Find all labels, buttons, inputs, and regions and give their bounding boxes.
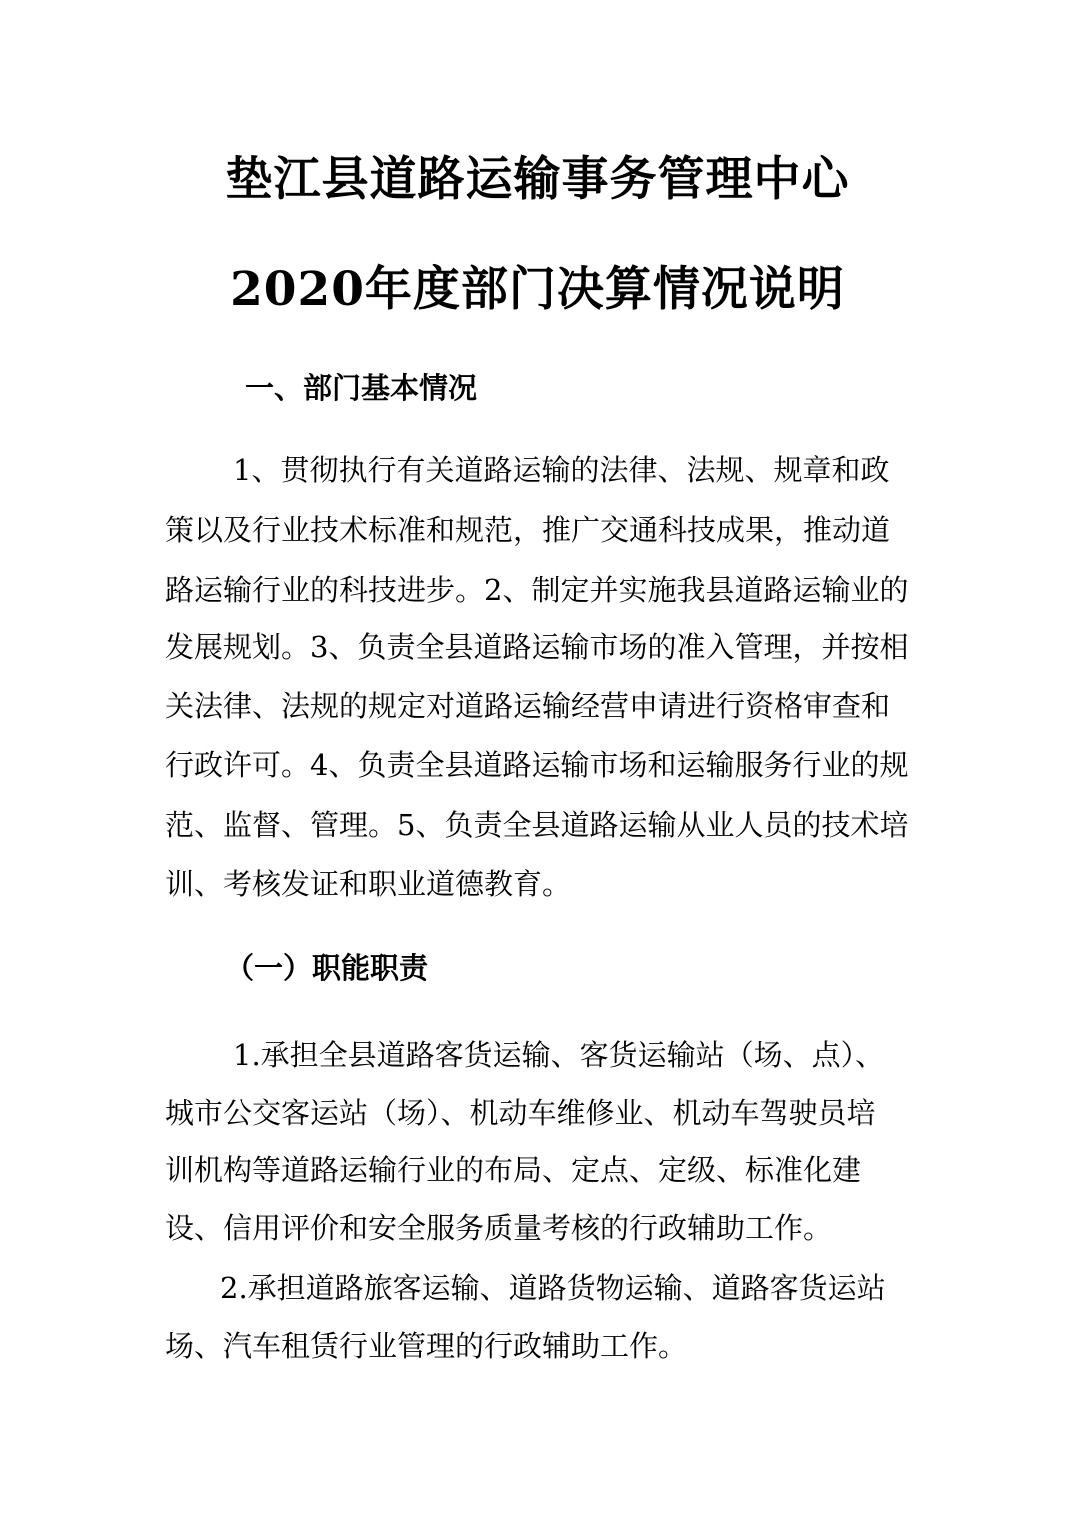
paragraph-line: 训机构等道路运输行业的布局、定点、定级、标准化建 (165, 1153, 862, 1187)
document-title-line-1: 垫江县道路运输事务管理中心 (225, 152, 850, 207)
paragraph-line: 策以及行业技术标准和规范，推广交通科技成果，推动道 (165, 513, 891, 547)
paragraph-line: 2.承担道路旅客运输、道路货物运输、道路客货运站 (220, 1271, 886, 1305)
paragraph-line: 路运输行业的科技进步。2、制定并实施我县道路运输业的 (165, 573, 909, 607)
paragraph-line: 行政许可。4、负责全县道路运输市场和运输服务行业的规 (165, 748, 909, 782)
paragraph-line: 1、贯彻执行有关道路运输的法律、法规、规章和政 (233, 453, 890, 487)
paragraph-line: 设、信用评价和安全服务质量考核的行政辅助工作。 (165, 1211, 833, 1245)
paragraph-line: 关法律、法规的规定对道路运输经营申请进行资格审查和 (165, 689, 891, 723)
paragraph-line: 城市公交客运站（场）、机动车维修业、机动车驾驶员培 (165, 1096, 876, 1130)
paragraph-line: 范、监督、管理。5、负责全县道路运输从业人员的技术培 (165, 808, 909, 842)
paragraph-line: 发展规划。3、负责全县道路运输市场的准入管理，并按相 (165, 630, 909, 664)
paragraph-line: 场、汽车租赁行业管理的行政辅助工作。 (165, 1329, 688, 1363)
section-heading: 一、部门基本情况 (245, 371, 478, 405)
document-title-line-2: 2020年度部门决算情况说明 (230, 262, 845, 317)
subsection-heading: （一）职能职责 (225, 951, 429, 985)
paragraph-line: 1.承担全县道路客货运输、客货运输站（场、点）、 (233, 1038, 885, 1072)
paragraph-line: 训、考核发证和职业道德教育。 (165, 867, 572, 901)
